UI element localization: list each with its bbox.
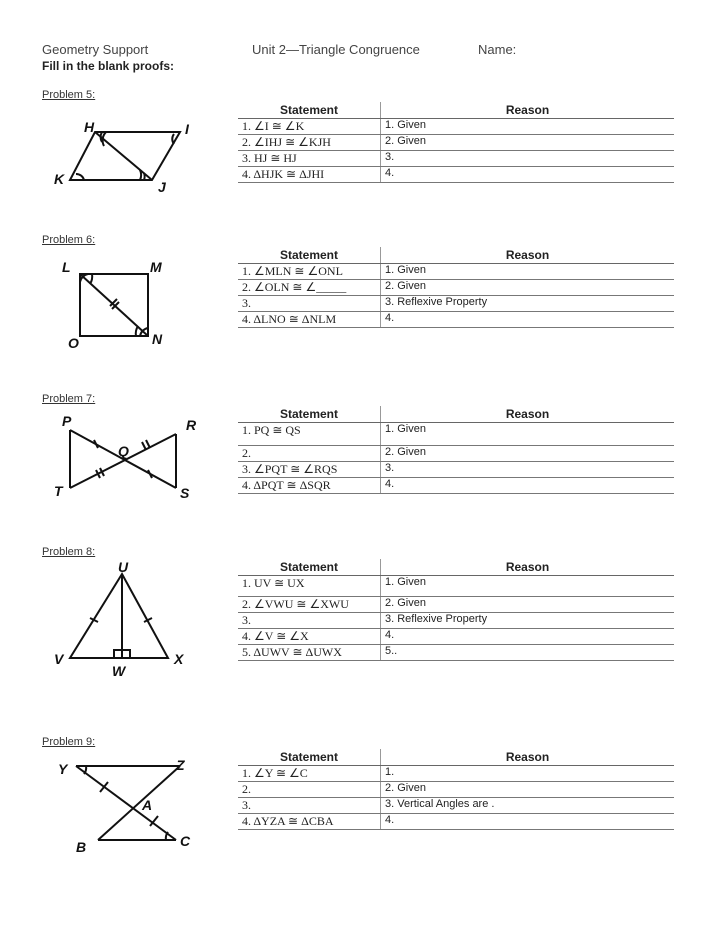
- statement-cell: 1. ∠I ≅ ∠K: [238, 119, 381, 135]
- table-row: [238, 782, 674, 798]
- point-b: I: [185, 121, 189, 137]
- point-e: C: [180, 833, 191, 849]
- statement-header: Statement: [238, 559, 381, 576]
- table-row: [238, 629, 674, 645]
- reason-cell: 2. Given: [381, 782, 675, 798]
- statement-cell: 2.: [238, 782, 381, 798]
- reason-cell: 3. Reflexive Property: [381, 613, 675, 629]
- statement-cell: 4. ΔPQT ≅ ΔSQR: [238, 478, 381, 494]
- point-a: Y: [58, 761, 68, 777]
- problem-8-table: [238, 559, 674, 661]
- reason-header: Reason: [381, 559, 675, 576]
- table-row: [238, 766, 674, 782]
- problem-6-diagram: [40, 260, 200, 355]
- table-row: [238, 613, 674, 629]
- table-row: [238, 446, 674, 462]
- table-row: [238, 645, 674, 661]
- point-b: V: [54, 651, 64, 667]
- point-c: Q: [118, 443, 129, 459]
- statement-cell: 2. ∠IHJ ≅ ∠KJH: [238, 135, 381, 151]
- table-row: [238, 814, 674, 830]
- reason-cell: 2. Given: [381, 597, 675, 613]
- statement-header: Statement: [238, 749, 381, 766]
- point-e: S: [180, 485, 190, 501]
- table-row: [238, 597, 674, 613]
- table-row: [238, 119, 674, 135]
- course-title: Geometry Support: [42, 42, 149, 57]
- point-d: B: [76, 839, 87, 855]
- problem-9-diagram: [40, 752, 200, 867]
- point-c: K: [54, 171, 65, 187]
- statement-cell: 2. ∠VWU ≅ ∠XWU: [238, 597, 381, 613]
- point-a: U: [118, 559, 129, 575]
- table-row: [238, 576, 674, 597]
- problem-9-table: [238, 749, 674, 830]
- point-d: N: [152, 331, 163, 347]
- statement-cell: 3.: [238, 798, 381, 814]
- table-row: [238, 167, 674, 183]
- table-row: [238, 296, 674, 312]
- reason-cell: 4.: [381, 629, 675, 645]
- statement-cell: 4. ΔYZA ≅ ΔCBA: [238, 814, 381, 830]
- problem-7-label: Problem 7:: [42, 393, 96, 405]
- problem-8-label: Problem 8:: [42, 546, 96, 558]
- statement-cell: 1. PQ ≅ QS: [238, 423, 381, 446]
- problem-9-label: Problem 9:: [42, 736, 96, 748]
- point-a: P: [62, 413, 72, 429]
- table-row: [238, 151, 674, 167]
- reason-cell: 3. Reflexive Property: [381, 296, 675, 312]
- reason-header: Reason: [381, 247, 675, 264]
- problem-5-label: Problem 5:: [42, 89, 96, 101]
- statement-cell: 1. ∠MLN ≅ ∠ONL: [238, 264, 381, 280]
- table-row: [238, 280, 674, 296]
- instructions: Fill in the blank proofs:: [42, 59, 174, 73]
- name-label: Name:: [478, 42, 517, 57]
- problem-7-diagram: [40, 414, 200, 509]
- point-c: O: [68, 335, 79, 351]
- statement-cell: 4. ΔHJK ≅ ΔJHI: [238, 167, 381, 183]
- statement-cell: 2.: [238, 446, 381, 462]
- reason-cell: 2. Given: [381, 446, 675, 462]
- point-c: W: [112, 663, 126, 679]
- table-row: [238, 798, 674, 814]
- problem-6-table: [238, 247, 674, 328]
- statement-cell: 3. ∠PQT ≅ ∠RQS: [238, 462, 381, 478]
- table-row: [238, 135, 674, 151]
- statement-header: Statement: [238, 406, 381, 423]
- point-a: L: [62, 259, 71, 275]
- statement-cell: 3. HJ ≅ HJ: [238, 151, 381, 167]
- point-b: M: [150, 259, 162, 275]
- statement-cell: 3.: [238, 613, 381, 629]
- table-row: [238, 312, 674, 328]
- reason-cell: 1.: [381, 766, 675, 782]
- reason-header: Reason: [381, 749, 675, 766]
- problem-5-diagram: [40, 118, 200, 203]
- point-b: R: [186, 417, 197, 433]
- statement-cell: 4. ΔLNO ≅ ΔNLM: [238, 312, 381, 328]
- reason-header: Reason: [381, 102, 675, 119]
- reason-cell: 4.: [381, 312, 675, 328]
- reason-cell: 3.: [381, 462, 675, 478]
- reason-cell: 1. Given: [381, 119, 675, 135]
- statement-header: Statement: [238, 102, 381, 119]
- problem-5-table: [238, 102, 674, 183]
- table-row: [238, 462, 674, 478]
- reason-cell: 2. Given: [381, 135, 675, 151]
- statement-cell: 3.: [238, 296, 381, 312]
- problem-7-table: [238, 406, 674, 494]
- reason-cell: 3.: [381, 151, 675, 167]
- reason-cell: 5..: [381, 645, 675, 661]
- point-d: T: [54, 483, 63, 499]
- statement-header: Statement: [238, 247, 381, 264]
- point-d: X: [174, 651, 184, 667]
- statement-cell: 2. ∠OLN ≅ ∠_____: [238, 280, 381, 296]
- statement-cell: 1. UV ≅ UX: [238, 576, 381, 597]
- statement-cell: 4. ∠V ≅ ∠X: [238, 629, 381, 645]
- statement-cell: 1. ∠Y ≅ ∠C: [238, 766, 381, 782]
- reason-cell: 3. Vertical Angles are .: [381, 798, 675, 814]
- reason-cell: 4.: [381, 167, 675, 183]
- problem-6-label: Problem 6:: [42, 234, 96, 246]
- table-row: [238, 478, 674, 494]
- reason-cell: 1. Given: [381, 423, 675, 446]
- table-row: [238, 423, 674, 446]
- point-a: H: [84, 119, 95, 135]
- reason-header: Reason: [381, 406, 675, 423]
- statement-cell: 5. ΔUWV ≅ ΔUWX: [238, 645, 381, 661]
- point-b: Z: [176, 757, 185, 773]
- point-d: J: [158, 179, 166, 195]
- reason-cell: 2. Given: [381, 280, 675, 296]
- reason-cell: 4.: [381, 814, 675, 830]
- reason-cell: 1. Given: [381, 576, 675, 597]
- problem-8-diagram: [40, 559, 200, 687]
- reason-cell: 1. Given: [381, 264, 675, 280]
- point-c: A: [142, 797, 153, 813]
- table-row: [238, 264, 674, 280]
- reason-cell: 4.: [381, 478, 675, 494]
- unit-title: Unit 2—Triangle Congruence: [252, 42, 420, 57]
